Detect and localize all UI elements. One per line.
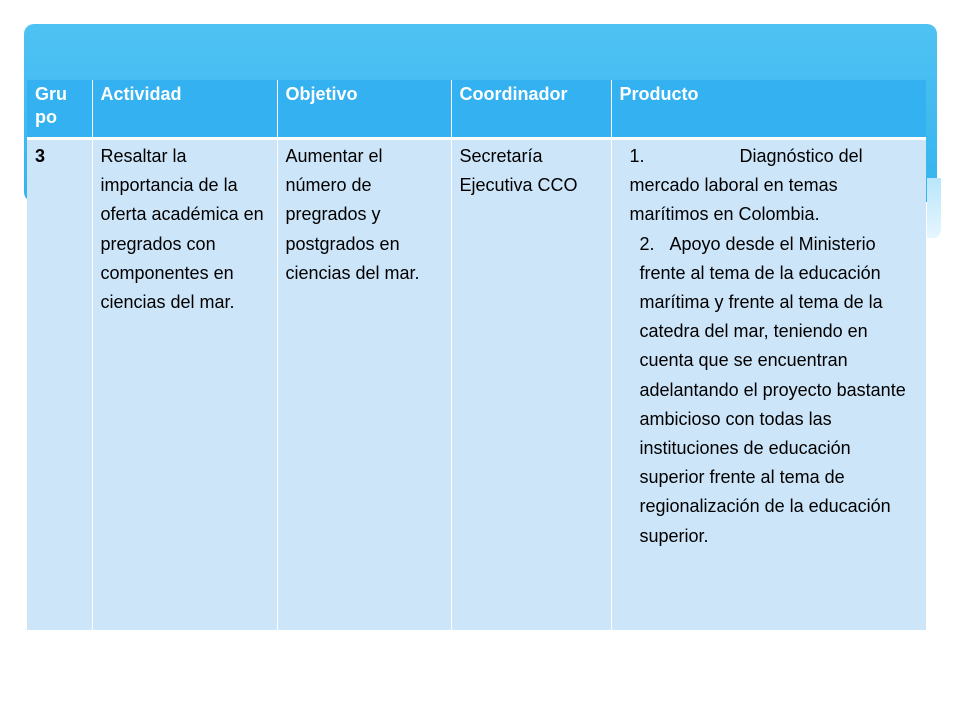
product-item-1: 1. Diagnóstico del mercado laboral en temas marítimos en Colombia.	[629, 146, 863, 225]
cell-actividad: Resaltar la importancia de la oferta académica en pregrados con componentes en ciencias del mar.	[92, 139, 277, 631]
product-item-2: 2. Apoyo desde el Ministerio frente al tema de la educación marítima y frente al tema de la catedra del mar, teniendo en cuenta que se encuentran adelantando el proyecto bastante ambicioso con todas las instituciones de educación superior frente al tema de regionalización de la educación superior.	[639, 233, 906, 546]
banner-shadow	[927, 178, 941, 238]
table-row	[27, 139, 926, 631]
activity-table	[27, 80, 926, 630]
header-coordinador: Coordinador	[451, 80, 611, 139]
cell-objetivo: Aumentar el número de pregrados y postgrados en ciencias del mar.	[277, 139, 451, 631]
header-row	[27, 80, 926, 139]
header-producto: Producto	[611, 80, 926, 139]
cell-coordinador: Secretaría Ejecutiva CCO	[451, 139, 611, 631]
header-grupo: Gru po	[27, 80, 92, 139]
header-actividad: Actividad	[92, 80, 277, 139]
cell-producto	[611, 139, 926, 631]
cell-grupo: 3	[27, 139, 92, 631]
header-objetivo: Objetivo	[277, 80, 451, 139]
